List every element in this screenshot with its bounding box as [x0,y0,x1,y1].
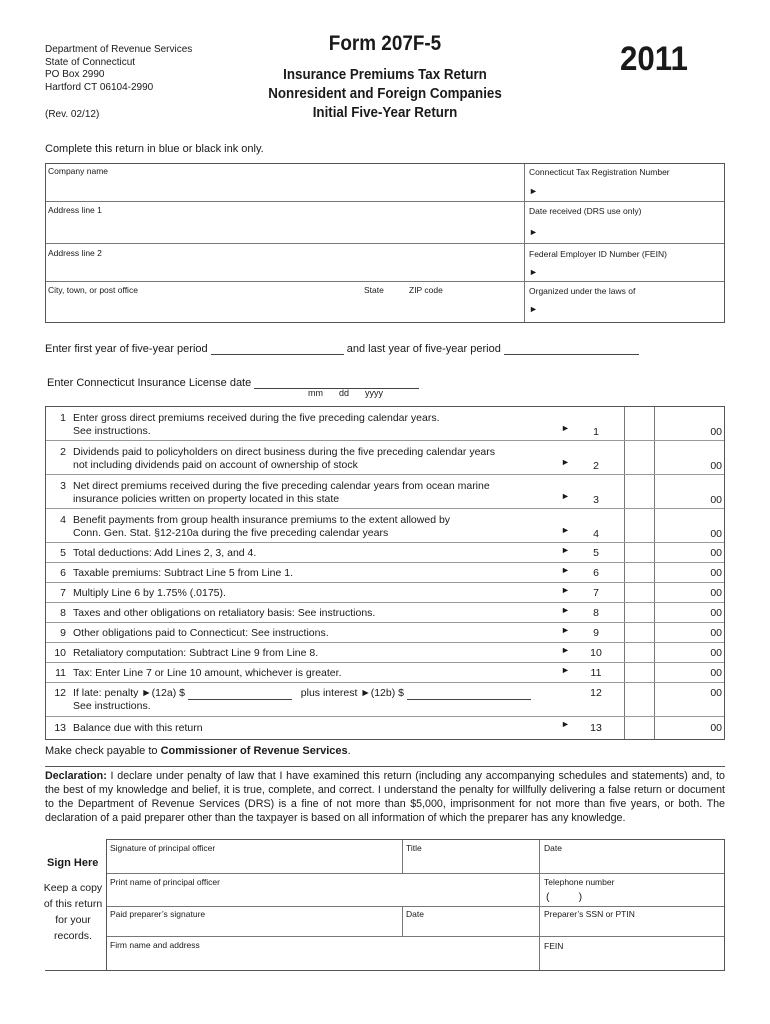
line-number: 13 [54,722,66,734]
divider [45,970,107,971]
five-year-period [45,342,639,355]
officer-signature-field[interactable]: Signature of principal officer [110,843,216,853]
mm-label: mm [308,388,323,398]
yyyy-label: yyyy [365,388,384,398]
preparer-ssn-field[interactable]: Preparer’s SSN or PTIN [544,909,635,919]
license-date-label: Enter Connecticut Insurance License date [47,377,252,389]
agency-line: Department of Revenue Services [45,44,193,55]
line-9-amount[interactable]: 00 [710,627,722,639]
line-number: 7 [60,587,66,599]
arrow-icon: ► [561,645,570,655]
declaration-divider [45,766,725,767]
company-name-field[interactable]: Company name [48,166,109,176]
ct-tax-registration-field[interactable]: Connecticut Tax Registration Number [529,167,670,177]
last-year-label: and last year of five-year period [346,343,501,355]
line-text: Dividends paid to policyholders on direct business during the five preceding calendar years not including dividends paid on account of ownership of stock [73,446,495,471]
title-field[interactable]: Title [406,843,422,853]
payable-instruction [45,745,351,757]
arrow-icon: ► [529,304,538,314]
line-box-number: 10 [590,647,602,659]
agency-line: Hartford CT 06104-2990 [45,81,154,93]
state-field[interactable]: State [364,285,384,295]
sign-here-label: Sign Here [47,857,99,869]
keep-copy-line: for your [55,914,91,926]
line-5-row [46,543,724,563]
line-number: 1 [60,412,66,424]
computation-table [45,406,725,740]
arrow-icon: ► [529,267,538,277]
firm-name-field[interactable]: Firm name and address [110,940,200,950]
line-text: Tax: Enter Line 7 or Line 10 amount, whichever is greater. [73,667,342,679]
title-line: Insurance Premiums Tax Return [283,67,487,83]
line-box-number: 11 [590,667,602,679]
declaration-text: I declare under penalty of law that I have examined this return (including any accompanying schedules and statements) and, to the best of my knowledge and belief, it is true, complete, and correct. I understand the penalty for willfully delivering a false return or document to the Department of Revenue Services (DRS) is a fine of not more than $5,000, imprisonment for not more than five years, or both. The declaration of a paid preparer other than the taxpayer is based on all information of which the preparer has any knowledge. [45,770,725,824]
line-box-number: 6 [593,567,599,579]
arrow-icon: ► [561,545,570,555]
dd-label: dd [339,388,350,398]
zip-code-field[interactable]: ZIP code [409,285,443,295]
date-received-field[interactable]: Date received (DRS use only) [529,206,642,216]
line-7-amount[interactable]: 00 [710,587,722,599]
keep-copy-line: records. [54,930,92,942]
firm-fein-field[interactable]: FEIN [544,941,564,951]
date-format-hint [308,388,399,398]
ink-instruction: Complete this return in blue or black ink only. [45,143,264,155]
identification-box [45,163,725,323]
first-year-input[interactable] [211,342,344,355]
line-4-amount[interactable]: 00 [710,528,722,540]
line-number: 12 [54,687,66,699]
arrow-icon: ► [561,719,570,729]
line-1-amount[interactable]: 00 [710,426,722,438]
arrow-icon: ► [561,625,570,635]
line-box-number: 2 [593,460,599,472]
line-10-amount[interactable]: 00 [710,647,722,659]
line-text: Net direct premiums received during the five preceding calendar years from ocean marine insurance policies written on property located in this state [73,480,490,505]
line-3-row [46,475,724,509]
line-5-amount[interactable]: 00 [710,547,722,559]
last-year-input[interactable] [504,342,639,355]
line-1-row [46,407,724,441]
line-3-amount[interactable]: 00 [710,494,722,506]
agency-line: PO Box 2990 [45,69,105,80]
line-number: 9 [60,627,66,639]
arrow-icon: ► [561,457,570,467]
agency-line: State of Connecticut [45,56,136,68]
arrow-icon: ► [561,585,570,595]
date-field[interactable]: Date [544,843,562,853]
line-text: Other obligations paid to Connecticut: See instructions. [73,627,329,639]
line-8-amount[interactable]: 00 [710,607,722,619]
line-text: Benefit payments from group health insurance premiums to the extent allowed by Conn. Gen. Stat. §12-210a during the five preceding calendar years [73,514,451,539]
arrow-icon: ► [561,423,570,433]
penalty-input[interactable] [188,689,292,700]
line-text: Taxes and other obligations on retaliatory basis: See instructions. [73,607,376,619]
line-box-number: 13 [590,722,602,734]
title-line: Initial Five-Year Return [312,105,458,121]
city-field[interactable]: City, town, or post office [48,285,138,295]
line-number: 11 [55,667,66,679]
keep-copy-note [38,880,108,944]
fein-field[interactable]: Federal Employer ID Number (FEIN) [529,249,667,259]
keep-copy-line: of this return [43,898,103,910]
tax-year: 2011 [620,40,688,78]
line-text: Taxable premiums: Subtract Line 5 from Line 1. [73,567,294,579]
organized-under-field[interactable]: Organized under the laws of [529,286,636,296]
arrow-icon: ► [561,491,570,501]
address-line1-field[interactable]: Address line 1 [48,205,102,215]
line-11-amount[interactable]: 00 [710,667,722,679]
officer-print-name-field[interactable]: Print name of principal officer [110,877,220,887]
line-text: Enter gross direct premiums received during the five preceding calendar years. See instructions. [73,412,440,437]
line-text: If late: penalty ►(12a) $ plus interest ►(12b) $ See instructions. [73,687,531,713]
line-number: 6 [60,567,66,579]
line-box-number: 1 [593,426,599,438]
line-8-row [46,603,724,623]
line-12-amount[interactable]: 00 [710,687,722,699]
arrow-icon: ► [561,665,570,675]
line-number: 3 [60,480,66,492]
line-13-amount[interactable]: 00 [710,722,722,734]
phone-area-code[interactable]: ( ) [546,891,583,903]
line-number: 8 [60,607,66,619]
arrow-icon: ► [529,186,538,196]
line-box-number: 3 [593,494,599,506]
preparer-signature-field[interactable]: Paid preparer’s signature [110,909,206,919]
line-text: Retaliatory computation: Subtract Line 9 from Line 8. [73,647,319,659]
line-number: 2 [60,446,66,458]
line-11-row [46,663,724,683]
revision-date: (Rev. 02/12) [45,109,100,120]
line-6-row [46,563,724,583]
line-box-number: 12 [590,687,602,699]
arrow-icon: ► [561,565,570,575]
line-2-amount[interactable]: 00 [710,460,722,472]
line-13-row [46,717,724,739]
line-number: 10 [54,647,66,659]
title-line: Nonresident and Foreign Companies [268,86,502,102]
arrow-icon: ► [529,227,538,237]
form-number: Form 207F-5 [328,32,442,55]
line-box-number: 7 [593,587,599,599]
line-box-number: 8 [593,607,599,619]
declaration-heading: Declaration: [45,770,107,782]
line-number: 4 [60,514,66,526]
keep-copy-line: Keep a copy [43,882,103,894]
line-box-number: 4 [593,528,599,540]
line-12-row [46,683,724,717]
line-box-number: 5 [593,547,599,559]
arrow-icon: ► [561,605,570,615]
telephone-field[interactable]: Telephone number [544,877,615,887]
line-2-row [46,441,724,475]
preparer-date-field[interactable]: Date [406,909,424,919]
address-line2-field[interactable]: Address line 2 [48,248,102,258]
payable-suffix: . [347,745,351,757]
payable-prefix: Make check payable to [45,745,161,757]
signature-box [106,839,725,971]
first-year-label: Enter first year of five-year period [45,343,208,355]
declaration [45,769,725,825]
line-text: Multiply Line 6 by 1.75% (.0175). [73,587,226,599]
payee-name: Commissioner of Revenue Services [160,745,348,757]
line-6-amount[interactable]: 00 [710,567,722,579]
line-box-number: 9 [593,627,599,639]
line-4-row [46,509,724,543]
interest-input[interactable] [407,689,531,700]
line-10-row [46,643,724,663]
line-number: 5 [60,547,66,559]
arrow-icon: ► [561,525,570,535]
line-9-row [46,623,724,643]
line-text: Total deductions: Add Lines 2, 3, and 4. [73,547,257,559]
line-7-row [46,583,724,603]
line-text: Balance due with this return [73,722,203,734]
